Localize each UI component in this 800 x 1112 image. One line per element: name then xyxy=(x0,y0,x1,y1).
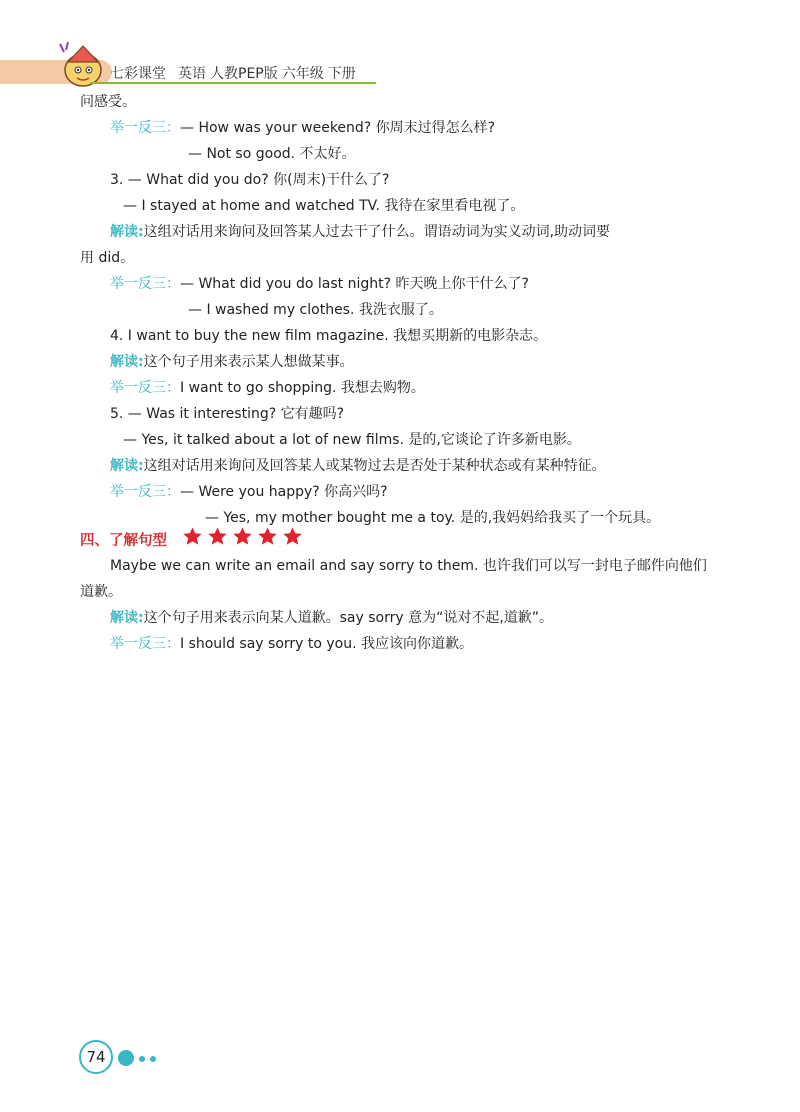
example-label: 举一反三： xyxy=(110,484,180,500)
example-label: 举一反三： xyxy=(110,380,180,396)
text-line: — Not so good. 不太好。 xyxy=(188,146,356,162)
page-number: 74 xyxy=(79,1040,113,1074)
explanation-line: 解读:这个句子用来表示向某人道歉。say sorry 意为“说对不起,道歉”。 xyxy=(110,610,554,626)
example-line: 举一反三：— What did you do last night? 昨天晚上你干什么了? xyxy=(110,276,529,292)
example-line: 举一反三：— How was your weekend? 你周末过得怎么样? xyxy=(110,120,496,136)
subject: 英语 xyxy=(178,66,206,82)
explanation-line: 解读:这组对话用来询问及回答某人过去干了什么。谓语动词为实义动词,助动词要 xyxy=(110,224,611,240)
example-label: 举一反三： xyxy=(110,120,180,136)
edition: 人教PEP版 xyxy=(210,66,278,82)
item-3: 3. — What did you do? 你(周末)干什么了? xyxy=(110,172,390,188)
example-line: 举一反三：— Were you happy? 你高兴吗? xyxy=(110,484,388,500)
example-label: 举一反三： xyxy=(110,276,180,292)
explanation-label: 解读: xyxy=(110,610,144,626)
star-icon xyxy=(232,526,253,547)
volume: 下册 xyxy=(327,66,356,82)
text-line: — Yes, my mother bought me a toy. 是的,我妈妈给我买了一个玩具。 xyxy=(205,510,661,526)
star-icon xyxy=(207,526,228,547)
example-line: 举一反三：I want to go shopping. 我想去购物。 xyxy=(110,380,425,396)
header-title xyxy=(110,63,368,83)
text-line: — Yes, it talked about a lot of new films. 是的,它谈论了许多新电影。 xyxy=(123,432,581,448)
text-line: 道歉。 xyxy=(80,584,122,600)
grade: 六年级 xyxy=(281,66,324,82)
explanation-label: 解读: xyxy=(110,354,144,370)
star-icon xyxy=(282,526,303,547)
example-line: 举一反三：I should say sorry to you. 我应该向你道歉。 xyxy=(110,636,474,652)
section-title: 四、了解句型 xyxy=(80,533,167,549)
star-icon xyxy=(182,526,203,547)
item-4: 4. I want to buy the new film magazine. 我想买期新的电影杂志。 xyxy=(110,328,548,344)
text-line: 问感受。 xyxy=(80,94,136,110)
explanation-label: 解读: xyxy=(110,458,144,474)
decor-dot xyxy=(118,1050,134,1066)
star-rating xyxy=(182,526,303,547)
explanation-line: 解读:这个句子用来表示某人想做某事。 xyxy=(110,354,354,370)
decor-dot xyxy=(139,1056,145,1062)
explanation-label: 解读: xyxy=(110,224,144,240)
item-5: 5. — Was it interesting? 它有趣吗? xyxy=(110,406,345,422)
series-name: 七彩课堂 xyxy=(110,66,166,82)
explanation-line: 解读:这组对话用来询问及回答某人或某物过去是否处于某种状态或有某种特征。 xyxy=(110,458,606,474)
example-label: 举一反三： xyxy=(110,636,180,652)
star-icon xyxy=(257,526,278,547)
text-line: 用 did。 xyxy=(80,250,135,266)
mascot-icon xyxy=(56,40,110,88)
key-sentence: Maybe we can write an email and say sorry to them. 也许我们可以写一封电子邮件向他们 xyxy=(110,558,707,574)
text-line: — I stayed at home and watched TV. 我待在家里看电视了。 xyxy=(123,198,525,214)
decor-dot xyxy=(150,1056,156,1062)
text-line: — I washed my clothes. 我洗衣服了。 xyxy=(188,302,443,318)
